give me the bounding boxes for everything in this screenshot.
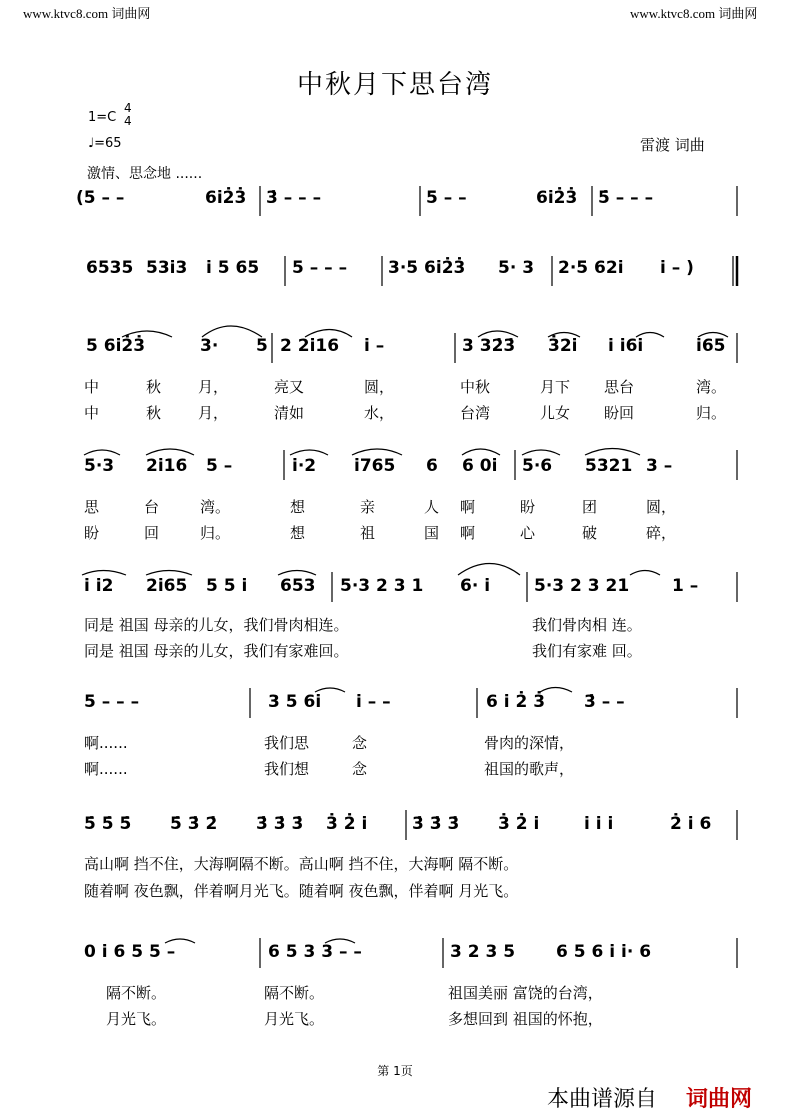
lyric-3-1-c: 月， bbox=[198, 378, 229, 396]
lyric-7-2: 随着啊 夜色飘，伴着啊月光飞。随着啊 夜色飘，伴着啊 月光飞。 bbox=[84, 882, 519, 900]
system-7-note-3: 3̇ 3̇ 3̇ bbox=[256, 814, 304, 834]
lyric-3-2-b: 秋 bbox=[146, 404, 162, 422]
lyric-4-2-g: 啊 bbox=[460, 524, 476, 542]
system-3-note-3: 5 bbox=[256, 336, 268, 356]
system-3-note-9: i65 bbox=[696, 336, 726, 356]
system-5-note-4: 653 bbox=[280, 576, 316, 596]
lyric-8-1-b: 隔不断。 bbox=[264, 984, 325, 1002]
system-3-note-7: 3̇2i bbox=[548, 336, 578, 356]
system-7-note-6: 3̇ 2̇ i bbox=[498, 814, 540, 834]
system-4-note-10: 3 – bbox=[646, 456, 673, 476]
lyric-4-1-g: 啊 bbox=[460, 498, 476, 516]
system-3-note-1: 5 6i2̇3̇ bbox=[86, 336, 146, 356]
system-6-note-5: 3̇ – – bbox=[584, 692, 625, 712]
lyric-3-2-a: 中 bbox=[84, 404, 100, 422]
lyric-5-2-a: 同是 祖国 母亲的儿女，我们有家难回。 bbox=[84, 642, 349, 660]
watermark-left: www.ktvc8.com 词曲网 bbox=[23, 6, 151, 21]
lyric-4-2-d: 想 bbox=[290, 524, 306, 542]
lyric-4-1-c: 湾。 bbox=[200, 498, 231, 516]
system-8-note-3: 3 2 3 5 bbox=[450, 942, 516, 962]
time-sig-bottom: 4 bbox=[124, 114, 132, 128]
composer-credit: 雷渡 词曲 bbox=[640, 136, 705, 154]
lyric-4-2-c: 归。 bbox=[200, 524, 231, 542]
lyric-4-2-i: 破 bbox=[582, 524, 598, 542]
lyric-4-2-j: 碎， bbox=[646, 524, 677, 542]
lyric-3-2-g: 儿女 bbox=[540, 404, 571, 422]
lyric-3-1-g: 月下 bbox=[540, 378, 571, 396]
lyric-3-1-h: 思台 bbox=[604, 378, 635, 396]
system-2-measure-1c: i 5 65 bbox=[206, 258, 260, 278]
lyric-8-2-a: 月光飞。 bbox=[106, 1010, 167, 1028]
system-5-note-8: 1 – bbox=[672, 576, 699, 596]
site-logo[interactable]: 词曲网 bbox=[686, 1087, 753, 1112]
lyric-6-2-c: 念 bbox=[352, 760, 368, 778]
lyric-6-2-a: 啊...... bbox=[84, 760, 128, 778]
lyric-6-1-d: 骨肉的深情， bbox=[484, 734, 575, 752]
system-5-note-2: 2i65 bbox=[146, 576, 188, 596]
lyric-5-1-a: 同是 祖国 母亲的儿女，我们骨肉相连。 bbox=[84, 616, 349, 634]
lyric-6-2-b: 我们想 bbox=[264, 760, 310, 778]
source-label: 本曲谱源自 bbox=[547, 1087, 658, 1112]
lyric-4-2-b: 回 bbox=[144, 524, 160, 542]
lyric-3-2-d: 清如 bbox=[274, 404, 305, 422]
system-6-note-3: i – – bbox=[356, 692, 391, 712]
watermark-right: www.ktvc8.com 词曲网 bbox=[630, 6, 758, 21]
system-4-note-3: 5 – bbox=[206, 456, 233, 476]
system-4-note-2: 2i16 bbox=[146, 456, 188, 476]
system-5-note-1: i i2 bbox=[84, 576, 114, 596]
system-4-note-9: 5321 bbox=[585, 456, 633, 476]
system-5-note-6: 6· i bbox=[460, 576, 491, 596]
system-2-measure-4b: i – ) bbox=[660, 258, 694, 278]
expression-marking: 激情、思念地 ...... bbox=[87, 166, 203, 182]
system-7-note-1: 5̇ 5̇ 5̇ bbox=[84, 814, 132, 834]
lyric-4-2-f: 国 bbox=[424, 524, 440, 542]
lyric-4-1-h: 盼 bbox=[520, 498, 536, 516]
lyric-3-2-e: 水， bbox=[364, 404, 395, 422]
system-4-note-6: 6 bbox=[426, 456, 438, 476]
system-8-note-1: 0 i 6 5 5 – bbox=[84, 942, 176, 962]
system-8-note-2: 6 5 3 3 – – bbox=[268, 942, 362, 962]
system-2-measure-2: 5 – – – bbox=[292, 258, 348, 278]
lyric-4-2-e: 祖 bbox=[360, 524, 376, 542]
system-3-note-2: 3· bbox=[200, 336, 219, 356]
system-5-note-7: 5·3 2 3 21 bbox=[534, 576, 630, 596]
lyric-8-2-b: 月光飞。 bbox=[264, 1010, 325, 1028]
system-1-measure-1b: 6i2̇3̇ bbox=[205, 188, 247, 208]
system-6-note-2: 3 5 6i bbox=[268, 692, 322, 712]
system-3-note-5: i – bbox=[364, 336, 385, 356]
lyric-3-2-c: 月， bbox=[198, 404, 229, 422]
system-7-note-7: i i i bbox=[584, 814, 614, 834]
key-signature: 1=C bbox=[88, 110, 117, 125]
system-3-note-4: 2 2i16 bbox=[280, 336, 340, 356]
lyric-4-2-a: 盼 bbox=[84, 524, 100, 542]
system-8-note-4: 6 5 6 i i· 6 bbox=[556, 942, 652, 962]
system-7-note-2: 5̇ 3̇ 2̇ bbox=[170, 814, 218, 834]
system-1-measure-3: 5 – – bbox=[426, 188, 467, 208]
lyric-3-1-f: 中秋 bbox=[460, 378, 491, 396]
system-1-measure-3b: 6i2̇3̇ bbox=[536, 188, 578, 208]
system-3-note-8: i i6i bbox=[608, 336, 644, 356]
lyric-8-1-a: 隔不断。 bbox=[106, 984, 167, 1002]
system-2-measure-1a: 6535 bbox=[86, 258, 134, 278]
lyric-4-1-i: 团 bbox=[582, 498, 598, 516]
lyric-6-1-a: 啊...... bbox=[84, 734, 128, 752]
system-1-measure-1: (5 – – bbox=[76, 188, 125, 208]
system-1-measure-4: 5̇ – – – bbox=[598, 188, 654, 208]
lyric-3-1-d: 亮又 bbox=[274, 378, 305, 396]
system-4-note-4: i·2 bbox=[292, 456, 317, 476]
lyric-3-1-i: 湾。 bbox=[696, 378, 727, 396]
lyric-4-1-j: 圆， bbox=[646, 498, 677, 516]
lyric-4-1-d: 想 bbox=[290, 498, 306, 516]
lyric-7-1: 高山啊 挡不住，大海啊隔不断。高山啊 挡不住，大海啊 隔不断。 bbox=[84, 855, 519, 873]
lyric-3-2-i: 归。 bbox=[696, 404, 727, 422]
system-2-measure-3a: 3·5 6i2̇3̇ bbox=[388, 258, 466, 278]
system-4-note-8: 5·6 bbox=[522, 456, 553, 476]
lyric-6-2-d: 祖国的歌声， bbox=[484, 760, 575, 778]
system-1-measure-2: 3̇ – – – bbox=[266, 188, 322, 208]
system-5-note-3: 5 5 i bbox=[206, 576, 248, 596]
lyric-3-2-h: 盼回 bbox=[604, 404, 635, 422]
system-2-measure-4a: 2·5 62i bbox=[558, 258, 624, 278]
system-2-measure-1b: 53i3 bbox=[146, 258, 188, 278]
lyric-6-1-c: 念 bbox=[352, 734, 368, 752]
system-7-note-4: 3̇ 2̇ i bbox=[326, 814, 368, 834]
lyric-4-1-b: 台 bbox=[144, 498, 160, 516]
system-4-note-7: 6 0i bbox=[462, 456, 498, 476]
lyric-3-1-b: 秋 bbox=[146, 378, 162, 396]
song-title: 中秋月下思台湾 bbox=[296, 70, 493, 100]
system-4-note-5: i765 bbox=[354, 456, 396, 476]
system-4-note-1: 5·3 bbox=[84, 456, 115, 476]
system-6-note-1: 5 – – – bbox=[84, 692, 140, 712]
lyric-5-1-b: 我们骨肉相 连。 bbox=[532, 616, 642, 634]
lyric-3-1-e: 圆， bbox=[364, 378, 395, 396]
system-6-note-4: 6 i 2̇ 3̇ bbox=[486, 692, 546, 712]
system-7-note-8: 2̇ i 6 bbox=[670, 814, 712, 834]
system-5-note-5: 5·3 2 3 1 bbox=[340, 576, 424, 596]
lyric-5-2-b: 我们有家难 回。 bbox=[532, 642, 642, 660]
tempo-marking: ♩=65 bbox=[88, 136, 122, 151]
lyric-3-2-f: 台湾 bbox=[460, 404, 491, 422]
lyric-8-1-c: 祖国美丽 富饶的台湾， bbox=[448, 984, 603, 1002]
system-3-note-6: 3 32̇3̇ bbox=[462, 336, 516, 356]
time-sig-top: 4 bbox=[124, 101, 132, 115]
lyric-4-2-h: 心 bbox=[520, 524, 536, 542]
lyric-8-2-c: 多想回到 祖国的怀抱， bbox=[448, 1010, 603, 1028]
lyric-4-1-e: 亲 bbox=[360, 498, 376, 516]
system-2-measure-3b: 5· 3 bbox=[498, 258, 535, 278]
lyric-3-1-a: 中 bbox=[84, 378, 100, 396]
lyric-4-1-f: 人 bbox=[424, 498, 440, 516]
lyric-4-1-a: 思 bbox=[84, 498, 100, 516]
system-7-note-5: 3̇ 3̇ 3̇ bbox=[412, 814, 460, 834]
lyric-6-1-b: 我们思 bbox=[264, 734, 310, 752]
page-number: 第 1页 bbox=[377, 1064, 413, 1078]
